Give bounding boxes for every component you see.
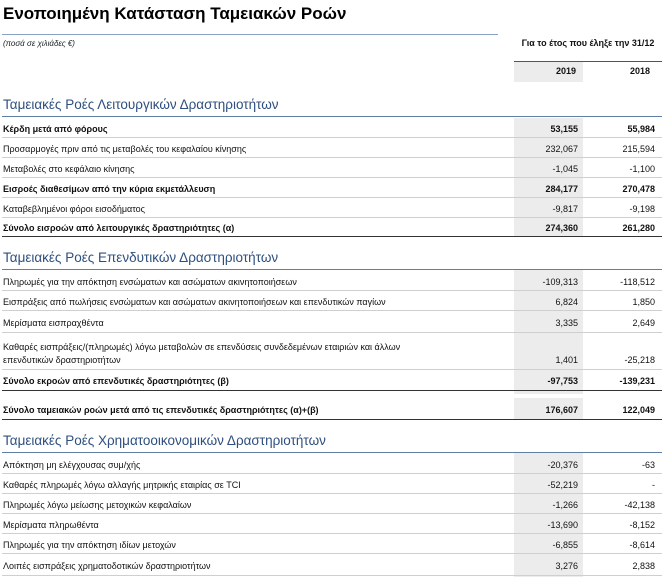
value-2018: -8,614 — [629, 540, 655, 550]
row-label: Κέρδη μετά από φόρους — [3, 124, 108, 134]
section-divider — [2, 269, 662, 270]
row-label: Καταβεβλημένοι φόροι εισοδήματος — [3, 204, 146, 214]
value-2018: -63 — [641, 460, 655, 470]
row-divider — [2, 575, 662, 576]
row-divider — [2, 419, 662, 420]
value-2018: -25,218 — [624, 355, 655, 365]
row-divider — [2, 310, 662, 311]
value-2018: - — [652, 480, 655, 490]
value-2019: -109,313 — [542, 277, 578, 287]
section-divider — [2, 116, 662, 117]
header-divider — [2, 34, 498, 35]
section-title-investing: Ταμειακές Ροές Επενδυτικών Δραστηριοτήτων — [3, 250, 279, 265]
value-2018: 270,478 — [622, 184, 655, 194]
row-divider — [2, 332, 662, 333]
value-2019: 284,177 — [545, 184, 578, 194]
row-divider — [2, 217, 662, 218]
row-label-line2: επενδυτικών δραστηριοτήτων — [3, 355, 121, 365]
page-title: Ενοποιημένη Κατάσταση Ταμειακών Ροών — [3, 4, 347, 23]
value-2018: 2,649 — [632, 318, 655, 328]
shade-financing — [514, 453, 583, 577]
value-2019: 6,824 — [555, 297, 578, 307]
row-divider — [2, 137, 662, 138]
row-label: Σύνολο εκροών από επενδυτικές δραστηριότητες (β) — [3, 376, 229, 386]
value-2019: -9,817 — [552, 204, 578, 214]
row-divider — [2, 236, 662, 237]
value-2019: 1,401 — [555, 355, 578, 365]
value-2018: -118,512 — [620, 277, 655, 287]
row-label: Πληρωμές για την απόκτηση ιδίων μετοχών — [3, 540, 176, 550]
row-label-line1: Καθαρές εισπράξεις/(πληρωμές) λόγω μεταβολών σε επενδύσεις συνδεδεμένων εταιριών και άλλων — [3, 342, 401, 352]
year-2018-label: 2018 — [629, 66, 650, 76]
value-2018: 261,280 — [622, 223, 655, 233]
value-2019: 232,067 — [545, 144, 578, 154]
row-divider — [2, 177, 662, 178]
value-2018: 55,984 — [627, 124, 655, 134]
section-title-financing: Ταμειακές Ροές Χρηματοοικονομικών Δραστηριοτήτων — [3, 433, 326, 448]
value-2018: 215,594 — [622, 144, 655, 154]
row-divider — [2, 197, 662, 198]
row-divider — [2, 473, 662, 474]
value-2019: 3,335 — [555, 318, 578, 328]
year-2019-label: 2019 — [555, 66, 576, 76]
row-label: Λοιπές εισπράξεις χρηματοδοτικών δραστηριοτήτων — [3, 561, 211, 571]
row-label: Μερίσματα πληρωθέντα — [3, 520, 99, 530]
value-2018: 1,850 — [632, 297, 655, 307]
value-2019: -1,266 — [552, 500, 578, 510]
units-note: (ποσά σε χιλιάδες €) — [3, 39, 75, 48]
row-label: Μεταβολές στο κεφάλαιο κίνησης — [3, 164, 135, 174]
value-2018: -9,198 — [629, 204, 655, 214]
section-title-operating: Ταμειακές Ροές Λειτουργικών Δραστηριοτήτων — [3, 97, 279, 112]
row-divider — [2, 157, 662, 158]
value-2018: 122,049 — [622, 405, 655, 415]
value-2019: 176,607 — [545, 405, 578, 415]
value-2018: -139,231 — [619, 376, 655, 386]
value-2018: -1,100 — [629, 164, 655, 174]
row-label: Καθαρές πληρωμές λόγω αλλαγής μητρικής εταιρίας σε TCI — [3, 480, 241, 490]
value-2018: -42,138 — [624, 500, 655, 510]
value-2019: -97,753 — [547, 376, 578, 386]
row-label: Μερίσματα εισπραχθέντα — [3, 318, 104, 328]
value-2019: -20,376 — [547, 460, 578, 470]
row-divider — [2, 553, 662, 554]
row-divider — [2, 513, 662, 514]
row-divider — [2, 493, 662, 494]
value-2018: 2,838 — [632, 561, 655, 571]
value-2019: -1,045 — [552, 164, 578, 174]
row-divider — [2, 533, 662, 534]
row-label: Προσαρμογές πριν από τις μεταβολές του κεφαλαίου κίνησης — [3, 144, 247, 154]
row-label: Εισροές διαθεσίμων από την κύρια εκμετάλλευση — [3, 184, 216, 194]
value-2019: -52,219 — [547, 480, 578, 490]
section-divider — [2, 452, 662, 453]
value-2018: -8,152 — [629, 520, 655, 530]
row-label: Σύνολο ταμειακών ροών μετά από τις επενδυτικές δραστηριότητες (α)+(β) — [3, 405, 319, 415]
row-label: Πληρωμές λόγω μείωσης μετοχικών κεφαλαίων — [3, 500, 192, 510]
row-label: Σύνολο εισροών από λειτουργικές δραστηριότητες (α) — [3, 223, 235, 233]
row-divider — [2, 390, 662, 391]
value-2019: -6,855 — [552, 540, 578, 550]
value-2019: 274,360 — [545, 223, 578, 233]
row-label: Πληρωμές για την απόκτηση ενσώματων και ασώματων ακινητοποιήσεων — [3, 277, 297, 287]
row-divider — [2, 290, 662, 291]
row-label: Απόκτηση μη ελέγχουσας συμ/χής — [3, 460, 141, 470]
value-2019: -13,690 — [547, 520, 578, 530]
value-2019: 53,155 — [550, 124, 578, 134]
row-label: Εισπράξεις από πωλήσεις ενσώματων και ασώματων ακινητοποιήσεων και επενδυτικών παγίων — [3, 297, 386, 307]
row-divider — [2, 369, 662, 370]
period-header: Για το έτος που έληξε την 31/12 — [521, 38, 655, 48]
value-2019: 3,276 — [555, 561, 578, 571]
